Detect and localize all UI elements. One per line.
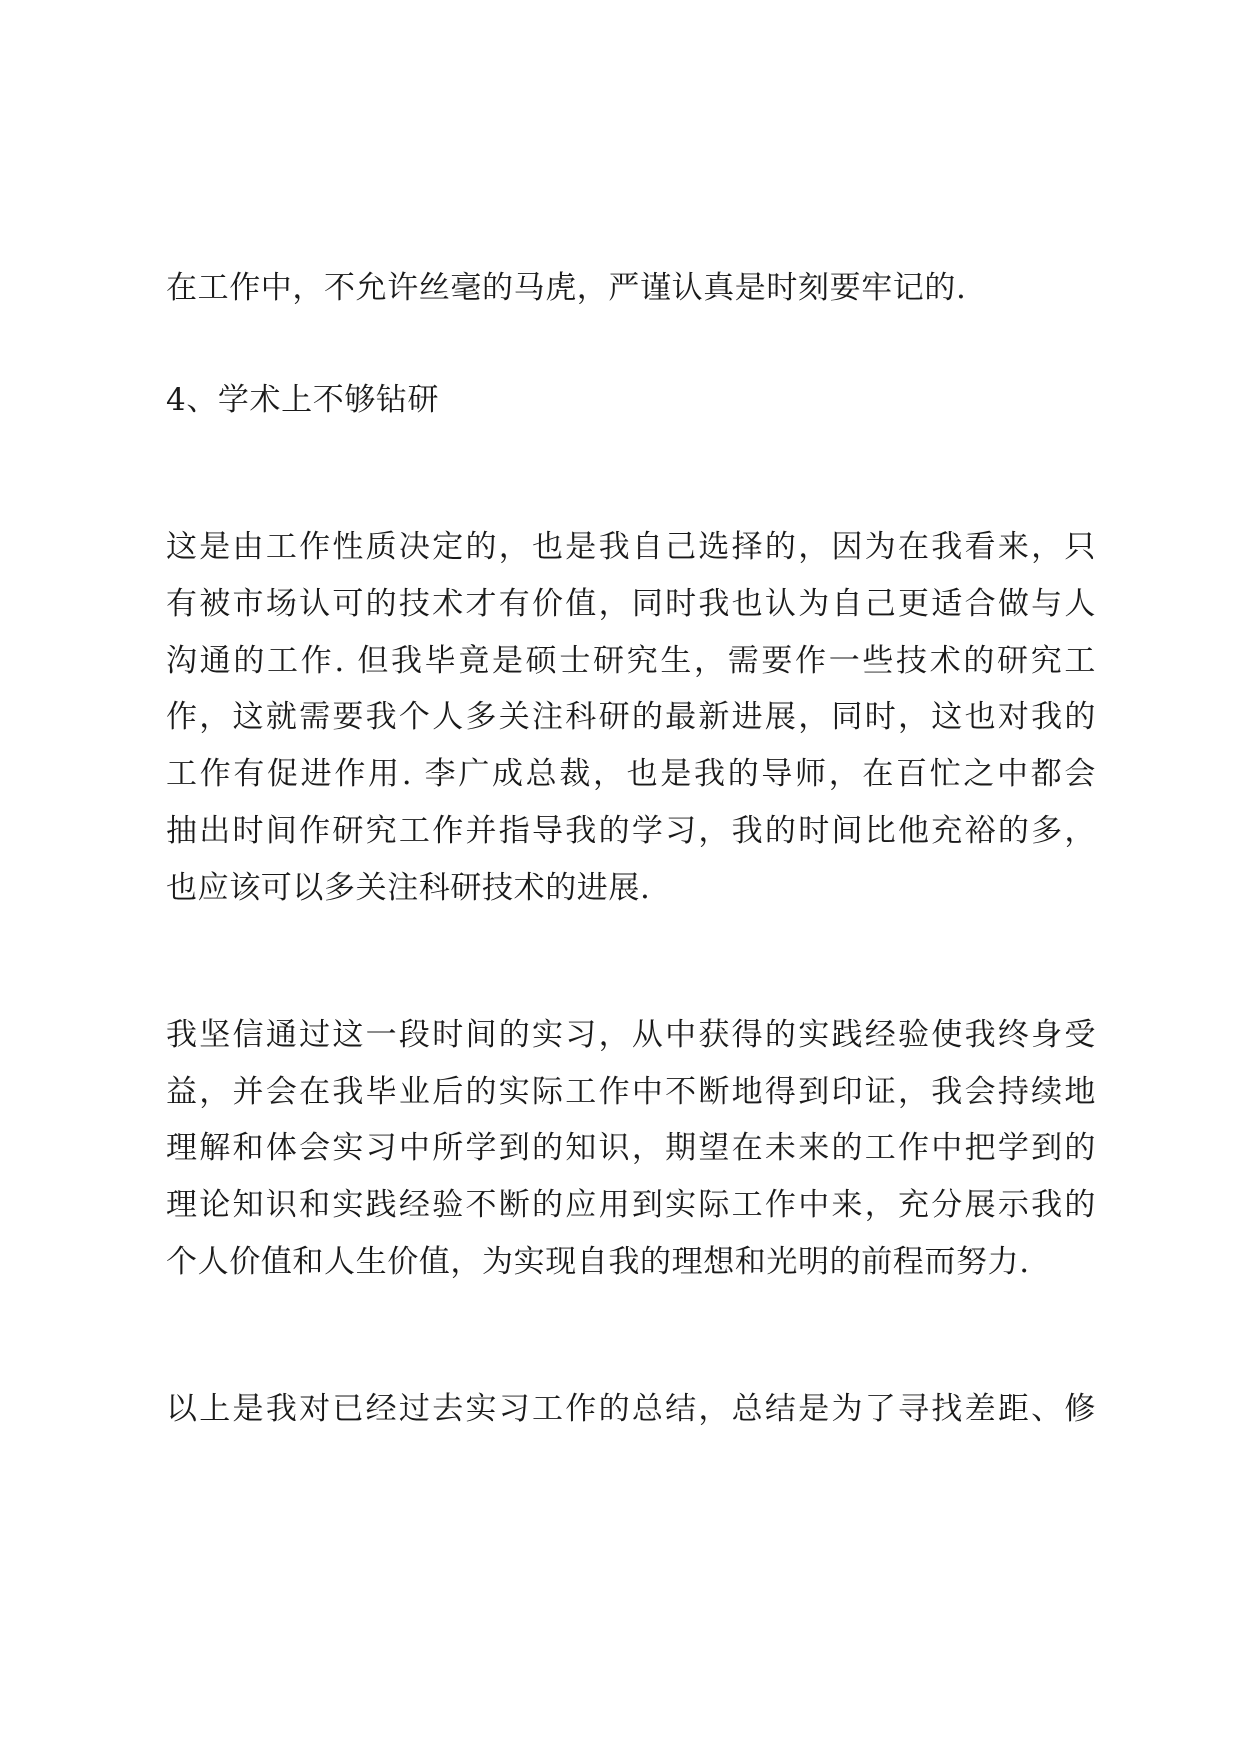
paragraph-line: 理解和体会实习中所学到的知识，期望在未来的工作中把学到的: [166, 1130, 1096, 1166]
paragraph-line: 也应该可以多关注科研技术的进展.: [166, 870, 651, 906]
paragraph-line: 个人价值和人生价值，为实现自我的理想和光明的前程而努力.: [166, 1244, 1030, 1280]
paragraph-line: 在工作中，不允许丝毫的马虎，严谨认真是时刻要牢记的.: [166, 270, 967, 306]
paragraph-line: 有被市场认可的技术才有价值，同时我也认为自己更适合做与人: [166, 586, 1096, 622]
paragraph-line: 理论知识和实践经验不断的应用到实际工作中来，充分展示我的: [166, 1187, 1096, 1223]
paragraph-line: 以上是我对已经过去实习工作的总结，总结是为了寻找差距、修: [166, 1391, 1096, 1427]
paragraph-line: 我坚信通过这一段时间的实习，从中获得的实践经验使我终身受: [166, 1017, 1096, 1053]
paragraph-line: 益，并会在我毕业后的实际工作中不断地得到印证，我会持续地: [166, 1074, 1096, 1110]
section-heading: 4、学术上不够钻研: [166, 382, 440, 418]
paragraph-line: 这是由工作性质决定的，也是我自己选择的，因为在我看来，只: [166, 529, 1096, 565]
paragraph-line: 沟通的工作. 但我毕竟是硕士研究生，需要作一些技术的研究工: [166, 643, 1096, 679]
paragraph-line: 作，这就需要我个人多关注科研的最新进展，同时，这也对我的: [166, 699, 1096, 735]
paragraph-line: 工作有促进作用. 李广成总裁，也是我的导师，在百忙之中都会: [166, 756, 1096, 792]
paragraph-line: 抽出时间作研究工作并指导我的学习，我的时间比他充裕的多，: [166, 813, 1096, 849]
